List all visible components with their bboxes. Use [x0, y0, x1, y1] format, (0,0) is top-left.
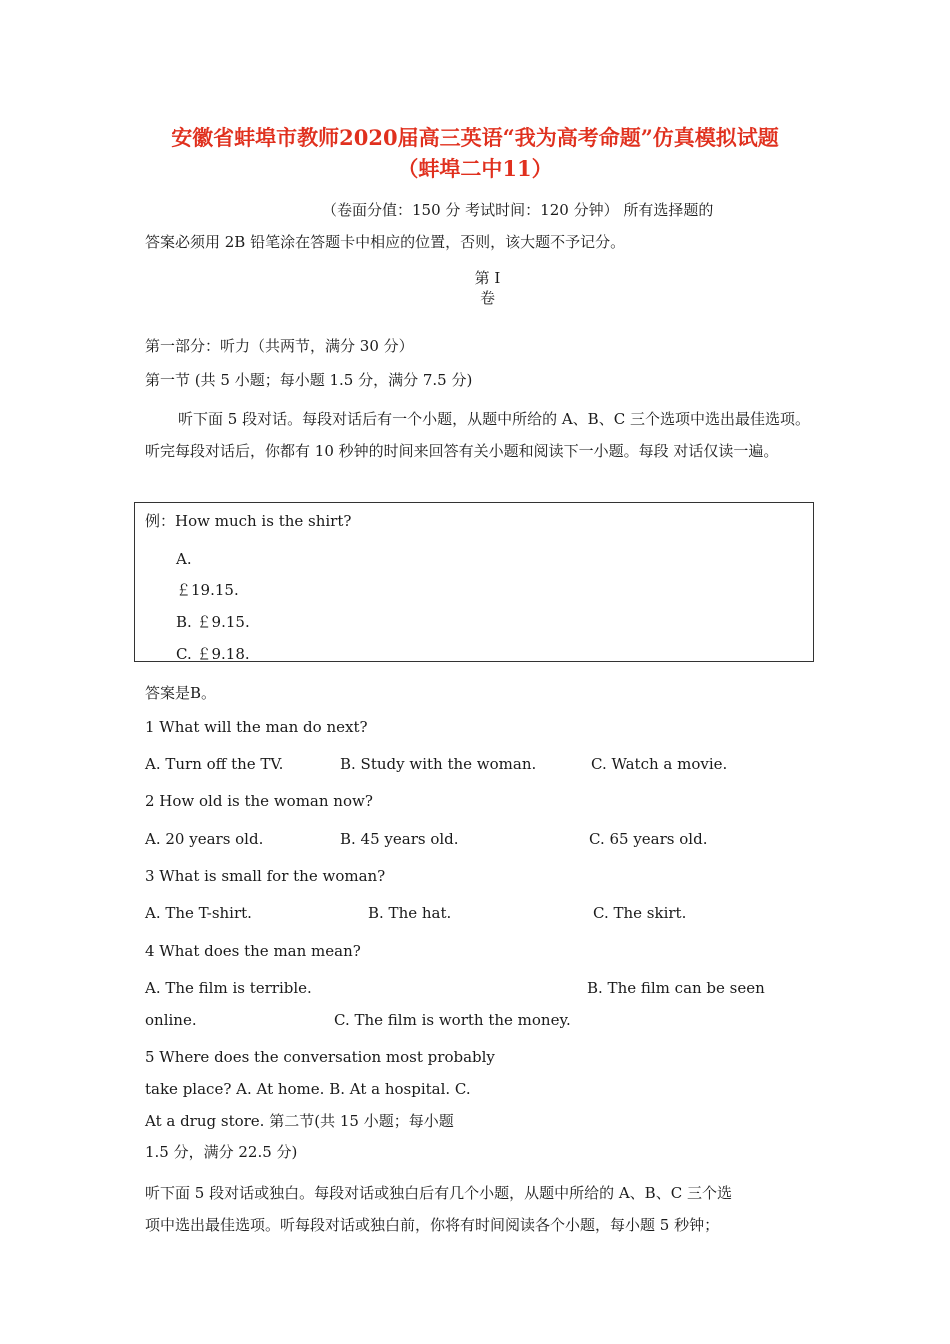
q1-option-c: C. Watch a movie. — [591, 755, 728, 773]
question-5-line2: take place? A. At home. B. At a hospital. C. — [145, 1080, 471, 1098]
example-option-c: C. ￡9.18. — [176, 645, 250, 663]
question-5-line1: 5 Where does the conversation most probably — [145, 1048, 495, 1066]
example-answer: 答案是B。 — [145, 684, 217, 702]
section1-instructions: 听下面 5 段对话。每段对话后有一个小题，从题中所给的 A、B、C 三个选项中选出最佳选项。听完每段对话后，你都有 10 秒钟的时间来回答有关小题和阅读下一小题。每段 对话仅读一遍。 — [145, 410, 810, 460]
question-4: 4 What does the man mean? — [145, 942, 361, 960]
section1-heading: 第一节 (共 5 小题；每小题 1.5 分，满分 7.5 分) — [145, 371, 473, 389]
example-option-a-value: ￡19.15. — [176, 581, 239, 599]
section2-instructions-line1: 听下面 5 段对话或独白。每段对话或独白后有几个小题，从题中所给的 A、B、C 三个选 — [145, 1184, 732, 1202]
q1-option-a: A. Turn off the TV. — [145, 755, 284, 773]
q3-option-a: A. The T-shirt. — [145, 904, 252, 922]
section2-heading-cont: 1.5 分，满分 22.5 分) — [145, 1143, 298, 1161]
question-2: 2 How old is the woman now? — [145, 792, 373, 810]
volume-label-1: 第 I — [474, 269, 501, 287]
question-5-line3: At a drug store. 第二节(共 15 小题；每小题 — [145, 1112, 454, 1130]
q3-option-c: C. The skirt. — [593, 904, 687, 922]
section2-instructions-line2: 项中选出最佳选项。听每段对话或独白前，你将有时间阅读各个小题，每小题 5 秒钟； — [145, 1216, 720, 1234]
example-box — [134, 502, 814, 662]
q4-option-a: A. The film is terrible. — [145, 979, 312, 997]
question-1: 1 What will the man do next? — [145, 718, 368, 736]
volume-label-2: 卷 — [479, 289, 495, 307]
q4-option-c: C. The film is worth the money. — [334, 1011, 571, 1029]
q2-option-c: C. 65 years old. — [589, 830, 708, 848]
q4-option-b-cont: online. — [145, 1011, 197, 1029]
q2-option-b: B. 45 years old. — [340, 830, 459, 848]
example-option-a-label: A. — [176, 550, 192, 568]
question-3: 3 What is small for the woman? — [145, 867, 386, 885]
exam-info-line2: 答案必须用 2B 铅笔涂在答题卡中相应的位置，否则，该大题不予记分。 — [145, 233, 626, 251]
q3-option-b: B. The hat. — [368, 904, 452, 922]
q2-option-a: A. 20 years old. — [145, 830, 264, 848]
q4-option-b: B. The film can be seen — [587, 979, 765, 997]
part1-heading: 第一部分：听力（共两节，满分 30 分） — [145, 337, 414, 355]
document-title: 安徽省蚌埠市教师2020届高三英语“我为高考命题”仿真模拟试题 — [171, 125, 779, 150]
document-subtitle: （蚌埠二中11） — [397, 156, 553, 181]
exam-info-line1: （卷面分值：150 分 考试时间：120 分钟） 所有选择题的 — [322, 201, 714, 219]
q1-option-b: B. Study with the woman. — [340, 755, 537, 773]
example-option-b: B. ￡9.15. — [176, 613, 250, 631]
example-question: 例：How much is the shirt? — [145, 512, 352, 530]
